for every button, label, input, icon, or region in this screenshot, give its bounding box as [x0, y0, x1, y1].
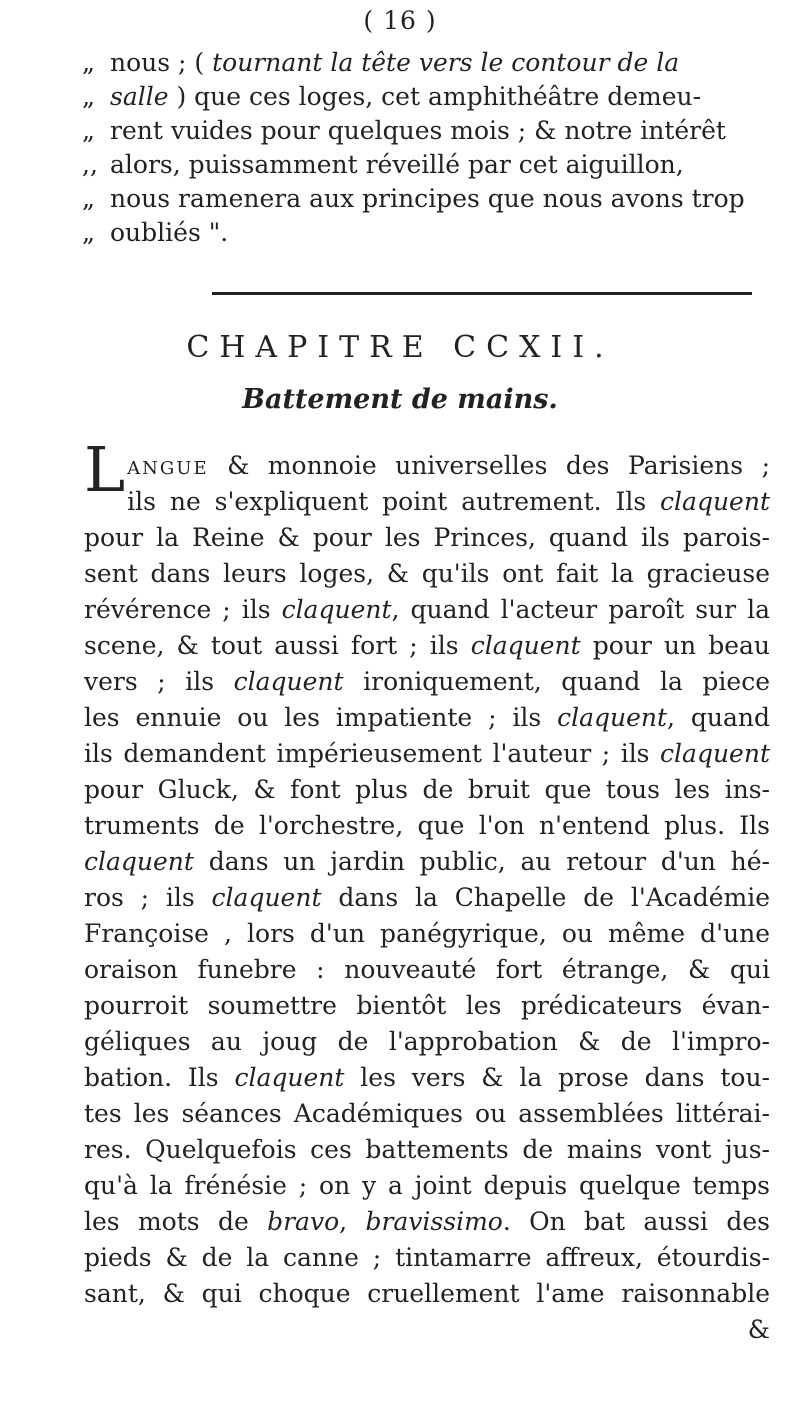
body-line: ils ne s'expliquent point autrement. Ils claquent: [127, 487, 770, 516]
body-line: les mots de bravo, bravissimo. On bat aussi des: [84, 1207, 770, 1236]
body-line: révérence ; ils claquent, quand l'acteur paroît sur la: [84, 595, 770, 624]
quote-line: [82, 148, 772, 182]
quote-line: [82, 114, 772, 148]
chapter-divider-rule: [212, 292, 752, 295]
quote-mark: „: [82, 184, 95, 213]
quote-line: [82, 46, 772, 80]
body-line: pour la Reine & pour les Princes, quand ils parois-: [84, 523, 770, 552]
italic-word: claquent: [281, 595, 392, 624]
quote-text: oubliés ".: [110, 218, 229, 247]
quote-mark: „: [82, 116, 95, 145]
quote-text: nous ramenera aux principes que nous avons trop: [110, 184, 745, 213]
italic-word: claquent: [84, 847, 194, 876]
body-line: scene, & tout aussi fort ; ils claquent pour un beau: [84, 631, 770, 660]
quote-text: nous ; (: [110, 48, 213, 77]
italic-word: claquent: [234, 1063, 345, 1092]
italic-word: bravo: [267, 1207, 340, 1236]
body-line: ros ; ils claquent dans la Chapelle de l'Académie: [84, 883, 770, 912]
body-line: les ennuie ou les impatiente ; ils claquent, quand: [84, 703, 770, 732]
quote-italic: tournant la tête vers le contour de la: [212, 48, 680, 77]
quote-line: [82, 182, 772, 216]
body-line: qu'à la frénésie ; on y a joint depuis quelque temps: [84, 1171, 770, 1200]
italic-word: claquent: [660, 487, 770, 516]
body-line: res. Quelquefois ces battements de mains vont jus-: [84, 1135, 770, 1164]
body-line: pour Gluck, & font plus de bruit que tous les ins-: [84, 775, 770, 804]
quote-italic: salle: [110, 82, 169, 111]
italic-word: claquent: [470, 631, 581, 660]
quote-line: [82, 80, 772, 114]
italic-word: claquent: [211, 883, 322, 912]
chapter-title: CHAPITRE CCXII.: [186, 330, 614, 365]
chapter-body: [84, 433, 770, 1348]
italic-word: claquent: [557, 703, 668, 732]
quote-mark: „: [82, 48, 95, 77]
italic-word: claquent: [233, 667, 344, 696]
drop-cap: L: [84, 433, 126, 506]
body-line: tes les séances Académiques ou assemblées littérai-: [84, 1099, 770, 1128]
first-word-small-caps: angue: [127, 451, 209, 480]
italic-word: bravissimo: [365, 1207, 503, 1236]
quote-text: ) que ces loges, cet amphithéâtre demeu-: [168, 82, 702, 111]
body-line: Françoise , lors d'un panégyrique, ou même d'une: [84, 919, 770, 948]
body-line: oraison funebre : nouveauté fort étrange, & qui: [84, 955, 770, 984]
chapter-subtitle: Battement de mains.: [242, 384, 558, 415]
quote-text: alors, puissamment réveillé par cet aiguillon,: [110, 150, 684, 179]
body-line: claquent dans un jardin public, au retour d'un hé-: [84, 847, 770, 876]
body-line: vers ; ils claquent ironiquement, quand la piece: [84, 667, 770, 696]
quote-mark: „: [82, 82, 95, 111]
quote-line: [82, 216, 772, 250]
quote-text: rent vuides pour quelques mois ; & notre intérêt: [110, 116, 726, 145]
body-line: pieds & de la canne ; tintamarre affreux, étourdis-: [84, 1243, 770, 1272]
body-line: pourroit soumettre bientôt les prédicateurs évan-: [84, 991, 770, 1020]
body-line: bation. Ils claquent les vers & la prose dans tou-: [84, 1063, 770, 1092]
quote-mark: „: [82, 218, 95, 247]
body-line: géliques au joug de l'approbation & de l'impro-: [84, 1027, 770, 1056]
page-number: ( 16 ): [363, 6, 437, 35]
body-line: sant, & qui choque cruellement l'ame raisonnable: [84, 1279, 770, 1308]
italic-word: claquent: [660, 739, 770, 768]
body-line: sent dans leurs loges, & qu'ils ont fait la gracieuse: [84, 559, 770, 588]
quote-mark: ,,: [82, 150, 98, 179]
body-line: ils demandent impérieusement l'auteur ; ils claquent: [84, 739, 770, 768]
catchword: &: [747, 1315, 770, 1344]
body-line: Langue & monnoie universelles des Parisiens ;: [84, 433, 770, 506]
body-line: truments de l'orchestre, que l'on n'entend plus. Ils: [84, 811, 770, 840]
quoted-speech: [82, 46, 772, 250]
